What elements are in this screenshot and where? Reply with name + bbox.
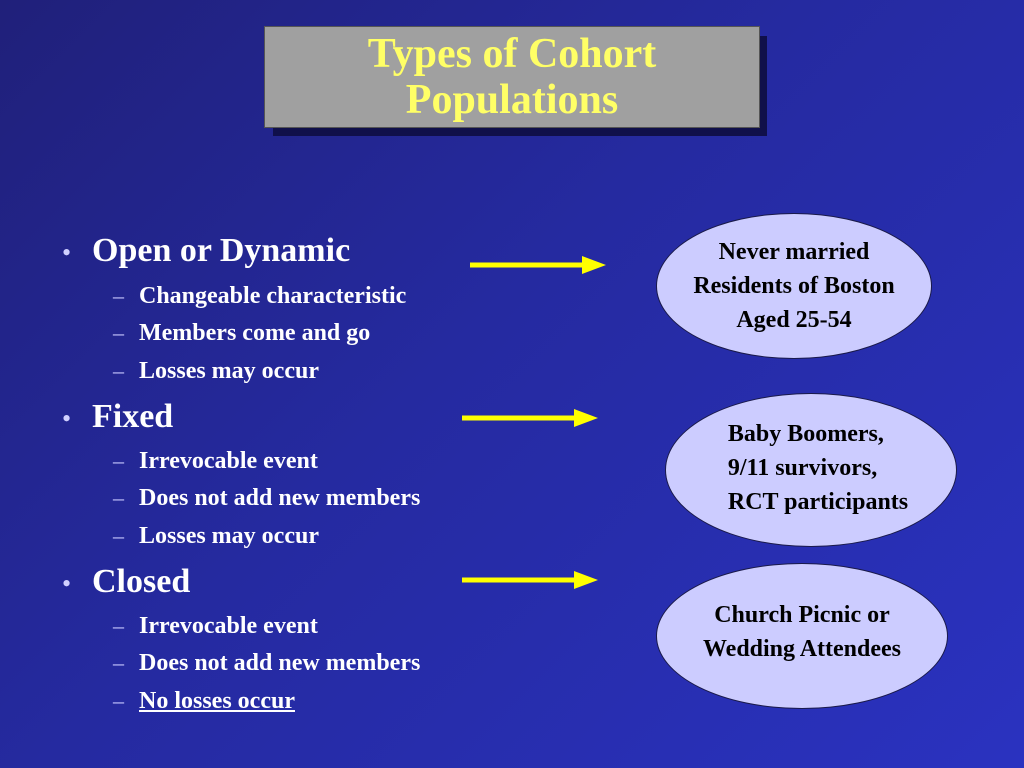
sub-item — [113, 688, 295, 715]
sub-item — [113, 358, 319, 385]
example-ellipse-closed — [656, 563, 948, 709]
title-line-1: Types of Cohort — [367, 31, 657, 77]
example-line: Baby Boomers, — [727, 421, 884, 447]
arrow-right-icon — [460, 569, 600, 591]
bullet-heading: Fixed — [92, 398, 174, 435]
bullet-fixed — [62, 398, 173, 436]
example-line: RCT participants — [727, 489, 909, 515]
arrow-right-icon — [460, 407, 600, 429]
sub-item-text: Losses may occur — [139, 523, 319, 549]
example-line: Residents of Boston — [693, 273, 895, 299]
dash-glyph: – — [113, 448, 124, 473]
dash-glyph: – — [113, 358, 124, 383]
dash-glyph: – — [113, 650, 124, 675]
example-line: 9/11 survivors, — [727, 455, 878, 481]
sub-item-text: Irrevocable event — [139, 448, 318, 474]
bullet-heading: Open or Dynamic — [92, 232, 351, 269]
title-line-2: Populations — [405, 77, 619, 123]
bullet-closed — [62, 563, 190, 601]
sub-item-text: Members come and go — [139, 320, 371, 346]
bullet-heading: Closed — [92, 563, 191, 600]
sub-item-text: Losses may occur — [139, 358, 319, 384]
dash-glyph: – — [113, 320, 124, 345]
dash-glyph: – — [113, 283, 124, 308]
sub-item — [113, 485, 420, 512]
sub-item — [113, 613, 318, 640]
example-line: Never married — [718, 239, 870, 265]
example-line: Church Picnic or — [714, 602, 890, 628]
sub-item — [113, 650, 420, 677]
sub-item — [113, 523, 319, 550]
example-line: Aged 25-54 — [736, 307, 852, 333]
bullet-dot: • — [62, 569, 72, 598]
dash-glyph: – — [113, 523, 124, 548]
example-ellipse-fixed — [665, 393, 957, 547]
dash-glyph: – — [113, 485, 124, 510]
sub-item-text: Irrevocable event — [139, 613, 318, 639]
sub-item — [113, 448, 318, 475]
sub-item — [113, 320, 370, 347]
slide-title — [264, 26, 760, 128]
bullet-open-dynamic — [62, 232, 350, 270]
sub-item-text: No losses occur — [139, 688, 295, 714]
arrow-right-icon — [468, 254, 608, 276]
sub-item — [113, 283, 406, 310]
bullet-dot: • — [62, 238, 72, 267]
dash-glyph: – — [113, 613, 124, 638]
example-line: Wedding Attendees — [702, 636, 902, 662]
bullet-dot: • — [62, 404, 72, 433]
example-ellipse-open — [656, 213, 932, 359]
title-text — [312, 31, 712, 123]
sub-item-text: Does not add new members — [139, 650, 421, 676]
sub-item-text: Does not add new members — [139, 485, 421, 511]
dash-glyph: – — [113, 688, 124, 713]
sub-item-text: Changeable characteristic — [139, 283, 407, 309]
